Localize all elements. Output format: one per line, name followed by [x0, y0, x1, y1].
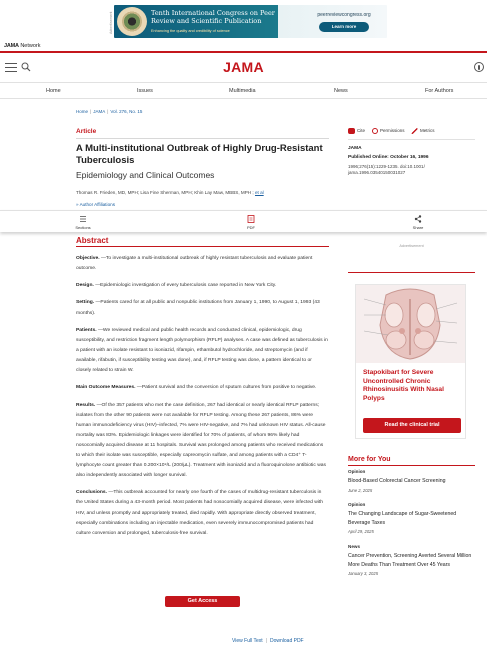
- more-item-headline[interactable]: The Changing Landscape of Sugar-Sweetened Beverage Taxes: [348, 511, 457, 526]
- more-item[interactable]: [348, 469, 475, 493]
- abstract-design: Design. —Epidemiologic investigation of every tuberculosis case reported in New York City.: [76, 283, 277, 289]
- sticky-action-bar: [0, 210, 487, 232]
- share-button[interactable]: Share: [406, 215, 430, 230]
- nav-home[interactable]: Home: [46, 88, 61, 94]
- more-item-category: Opinion: [348, 502, 366, 507]
- ad-site: peerreviewcongress.org: [317, 12, 371, 18]
- more-item-headline[interactable]: Blood-Based Colorectal Cancer Screening: [348, 478, 446, 484]
- sections-button[interactable]: Sections: [71, 215, 95, 230]
- network-bar: [0, 42, 487, 51]
- view-full-text-link[interactable]: View Full Text: [232, 638, 263, 644]
- abstract-rule: [76, 246, 329, 247]
- author-affiliations-toggle[interactable]: » Author Affiliations: [76, 202, 115, 207]
- main-nav: [0, 84, 487, 99]
- metrics-button[interactable]: Metrics: [411, 128, 435, 134]
- citation-info: 1996;276(15):1229-1235. doi:10.1001/ jama.1996.03540150031027: [348, 164, 425, 175]
- jama-logo[interactable]: JAMA: [223, 59, 264, 75]
- pdf-button[interactable]: PDF: [239, 215, 263, 230]
- abstract-body: [76, 254, 328, 546]
- get-access-button[interactable]: Get Access: [165, 596, 240, 607]
- ad-banner[interactable]: [114, 5, 387, 38]
- abstract-results: Results. —Of the 357 patients who met the case definition, 267 had identical or nearly identical RFLP patterns; isolates from the other 90 patients were not available for RFLP testing. Among these 267 patients, 86% were human immunodeficiency virus (HIV)–infected, 7% were HIV-negative, and 7% had unknown HIV status. All-cause mortality was 83%. Epidemiologic linkages were identified for 70% of patients, of whom 96% likely had nosocomially acquired disease at 11 hospitals. Survival was prolonged among patients who received medications to which their isolate was susceptible, especially capreomycin sulfate, and among patients with a CD4⁺ T-lymphocyte count greater than 0.200×10⁹/L (200/µL). Treatment with isoniazid and a fluoroquinolone antibiotic was also independently associated with longer survival.: [76, 402, 327, 479]
- abstract-conclusions: Conclusions. —This outbreak accounted for nearly one fourth of the cases of multidrug-resistant tuberculosis in the United States during a 43-month period. Most patients had nosocomially acquired disease, were infected with HIV, and unless promptly and appropriately treated, died rapidly. With appropriate directly observed treatment, especially combinations including an injectable medication, even severely immunocompromised patients had culture conversion and prolonged, tuberculosis-free survival.: [76, 490, 324, 536]
- abstract-outcome-measures: Main Outcome Measures. —Patient survival and the conversion of sputum cultures from positive to negative.: [76, 385, 317, 391]
- tools-rule: [348, 139, 475, 140]
- ad-tagline: Enhancing the quality and credibility of science: [151, 29, 230, 33]
- more-item-headline[interactable]: Cancer Prevention, Screening Averted Several Million More Deaths Than Treatment Over 45 Years: [348, 553, 472, 568]
- trend-icon: [411, 128, 418, 134]
- nav-issues[interactable]: Issues: [137, 88, 153, 94]
- rail-ad-title: Stapokibart for Severe Uncontrolled Chronic Rhinosinusitis With Nasal Polyps: [363, 369, 444, 402]
- breadcrumb: Home | JAMA | Vol. 276, No. 15: [76, 109, 143, 114]
- quote-icon: [348, 128, 355, 134]
- more-item[interactable]: [348, 544, 475, 576]
- ad-side-label: Advertisement: [109, 11, 113, 35]
- eye-image: [117, 7, 147, 36]
- journal-name: JAMA: [348, 146, 362, 151]
- download-pdf-link[interactable]: Download PDF: [269, 638, 304, 644]
- rail-ad-card[interactable]: [355, 284, 466, 439]
- footer-links: View Full Text | Download PDF: [232, 638, 304, 644]
- abstract-patients: Patients. —We reviewed medical and public health records and conducted clinical, epidemiologic, drug susceptibility, and restriction fragment length polymorphism (RFLP) analyses. A case was defined as tuberculosis in a patient with an isolate resistant to isoniazid, rifampin, ethambutol hydrochloride, and streptomycin (and if available, rifabutin, if susceptibility testing was done), and, if RFLP testing was done, a pattern identical to or closely related to strain W.: [76, 327, 328, 374]
- rail-rule: [348, 272, 475, 273]
- ad-learn-more-button[interactable]: Learn more: [319, 22, 369, 32]
- nav-for-authors[interactable]: For Authors: [425, 88, 454, 94]
- chevron-right-icon: »: [76, 202, 80, 207]
- sinus-anatomy-image: [356, 285, 465, 363]
- more-item-date: June 2, 2025: [348, 487, 373, 493]
- article-type: Article: [76, 128, 97, 135]
- more-item[interactable]: [348, 502, 475, 534]
- share-icon: [414, 215, 422, 223]
- publication-date: Published Online: October 16, 1996: [348, 155, 429, 160]
- abstract-setting: Setting. —Patients cared for at all public and nonpublic institutions from January 1, 1990, to August 1, 1993 (43 months).: [76, 300, 320, 316]
- top-ad: [0, 5, 487, 40]
- site-header: [0, 53, 487, 83]
- more-for-you-heading: More for You: [348, 456, 391, 463]
- article-title: A Multi-institutional Outbreak of Highly Drug-Resistant Tuberculosis: [76, 143, 323, 166]
- more-item-date: January 3, 2025: [348, 571, 379, 577]
- breadcrumb-home[interactable]: Home: [76, 109, 89, 114]
- rail-ad-label: Advertisement: [399, 244, 424, 248]
- author-list: [76, 190, 326, 195]
- et-al-link[interactable]: et al: [254, 190, 264, 195]
- cite-button[interactable]: Cite: [348, 128, 365, 134]
- permissions-button[interactable]: Permissions: [372, 128, 405, 134]
- nav-news[interactable]: News: [334, 88, 348, 94]
- breadcrumb-issue[interactable]: Vol. 276, No. 15: [110, 109, 143, 114]
- author-names: Thomas R. Frieden, MD, MPH; Lisa Fine Sherman, MPH; Khin Lay Maw, MBBS, MPH ;: [76, 190, 254, 195]
- more-item-category: Opinion: [348, 469, 366, 474]
- read-clinical-trial-button[interactable]: Read the clinical trial: [363, 418, 461, 433]
- more-item-date: April 29, 2025: [348, 529, 374, 535]
- more-item-category: News: [348, 544, 361, 549]
- article-type-rule: [76, 138, 329, 139]
- abstract-objective: Objective. —To investigate a multi-institutional outbreak of highly resistant tuberculosis and evaluate patient outcome.: [76, 256, 313, 272]
- breadcrumb-journal[interactable]: JAMA: [93, 109, 106, 114]
- abstract-heading: Abstract: [76, 236, 109, 245]
- nav-multimedia[interactable]: Multimedia: [229, 88, 256, 94]
- more-for-you-rule: [348, 465, 475, 466]
- ad-title: Tenth International Congress on Peer Review and Scientific Publication: [151, 9, 275, 25]
- jama-network-logo[interactable]: JAMA Network: [4, 43, 41, 49]
- list-icon: [79, 215, 87, 223]
- article-subtitle: Epidemiology and Clinical Outcomes: [76, 170, 215, 180]
- user-account-icon[interactable]: [474, 62, 484, 72]
- pdf-icon: [247, 215, 255, 223]
- copyright-icon: [372, 128, 378, 134]
